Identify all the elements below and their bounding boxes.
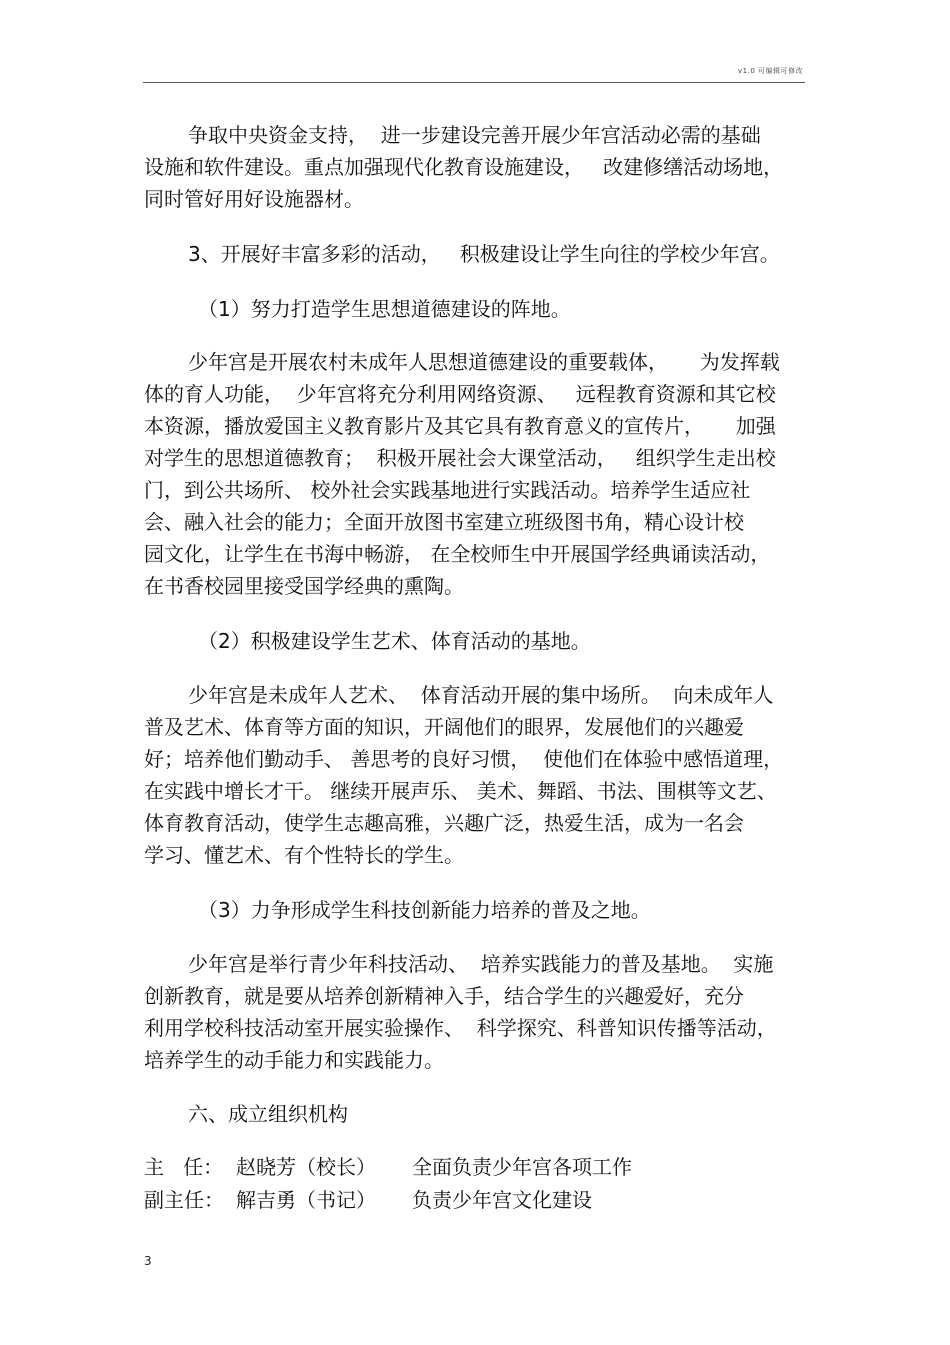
- org-role: 主 任：: [144, 1155, 224, 1179]
- page-number: 3: [144, 1254, 152, 1268]
- subsection-heading: （2）积极建设学生艺术、体育活动的基地。: [198, 629, 591, 653]
- org-duty: 负责少年宫文化建设: [412, 1188, 592, 1212]
- text-line: 学习、懂艺术、有个性特长的学生。: [144, 843, 464, 867]
- section-heading: 3、开展好丰富多彩的活动， 积极建设让学生向往的学校少年宫。: [188, 242, 780, 266]
- text-line: 普及艺术、体育等方面的知识，开阔他们的眼界，发展他们的兴趣爱: [144, 715, 744, 739]
- org-row: [144, 1155, 814, 1179]
- org-duty: 全面负责少年宫各项工作: [412, 1155, 632, 1179]
- text-line: 门，到公共场所、 校外社会实践基地进行实践活动。培养学生适应社: [144, 478, 751, 502]
- org-row: [144, 1188, 814, 1212]
- text-line: 在实践中增长才干。 继续开展声乐、 美术、舞蹈、书法、围棋等文艺、: [144, 779, 777, 803]
- text-line: 在书香校园里接受国学经典的熏陶。: [144, 574, 464, 598]
- text-line: 利用学校科技活动室开展实验操作、 科学探究、科普知识传播等活动，: [144, 1016, 777, 1040]
- page-header: [143, 62, 805, 83]
- text-line: 同时管好用好设施器材。: [144, 187, 364, 211]
- text-line: 少年宫是举行青少年科技活动、 培养实践能力的普及基地。 实施: [188, 952, 774, 976]
- header-version-text: v1.0 可编辑可修改: [738, 67, 803, 75]
- text-line: 设施和软件建设。重点加强现代化教育设施建设， 改建修缮活动场地，: [144, 155, 784, 179]
- section-heading: 六、成立组织机构: [188, 1102, 348, 1126]
- subsection-heading: （3）力争形成学生科技创新能力培养的普及之地。: [198, 898, 651, 922]
- text-line: 体的育人功能， 少年宫将充分利用网络资源、 远程教育资源和其它校: [144, 382, 776, 406]
- text-line: 培养学生的动手能力和实践能力。: [144, 1048, 444, 1072]
- text-line: 园文化，让学生在书海中畅游， 在全校师生中开展国学经典诵读活动，: [144, 542, 771, 566]
- org-name: 赵晓芳（校长）: [236, 1155, 376, 1179]
- text-line: 会、融入社会的能力；全面开放图书室建立班级图书角，精心设计校: [144, 510, 744, 534]
- text-line: 好；培养他们勤动手、 善思考的良好习惯， 使他们在体验中感悟道理，: [144, 747, 784, 771]
- org-role: 副主任：: [144, 1188, 224, 1212]
- text-line: 本资源，播放爱国主义教育影片及其它具有教育意义的宣传片， 加强: [144, 414, 776, 438]
- text-line: 少年宫是未成年人艺术、 体育活动开展的集中场所。 向未成年人: [188, 683, 774, 707]
- text-line: 创新教育，就是要从培养创新精神入手，结合学生的兴趣爱好，充分: [144, 984, 744, 1008]
- text-line: 争取中央资金支持， 进一步建设完善开展少年宫活动必需的基础: [188, 123, 761, 147]
- text-line: 对学生的思想道德教育； 积极开展社会大课堂活动， 组织学生走出校: [144, 446, 776, 470]
- org-name: 解吉勇（书记）: [236, 1188, 376, 1212]
- text-line: 体育教育活动，使学生志趣高雅，兴趣广泛，热爱生活，成为一名会: [144, 811, 744, 835]
- text-line: 少年宫是开展农村未成年人思想道德建设的重要载体， 为发挥载: [188, 350, 780, 374]
- subsection-heading: （1）努力打造学生思想道德建设的阵地。: [198, 297, 571, 321]
